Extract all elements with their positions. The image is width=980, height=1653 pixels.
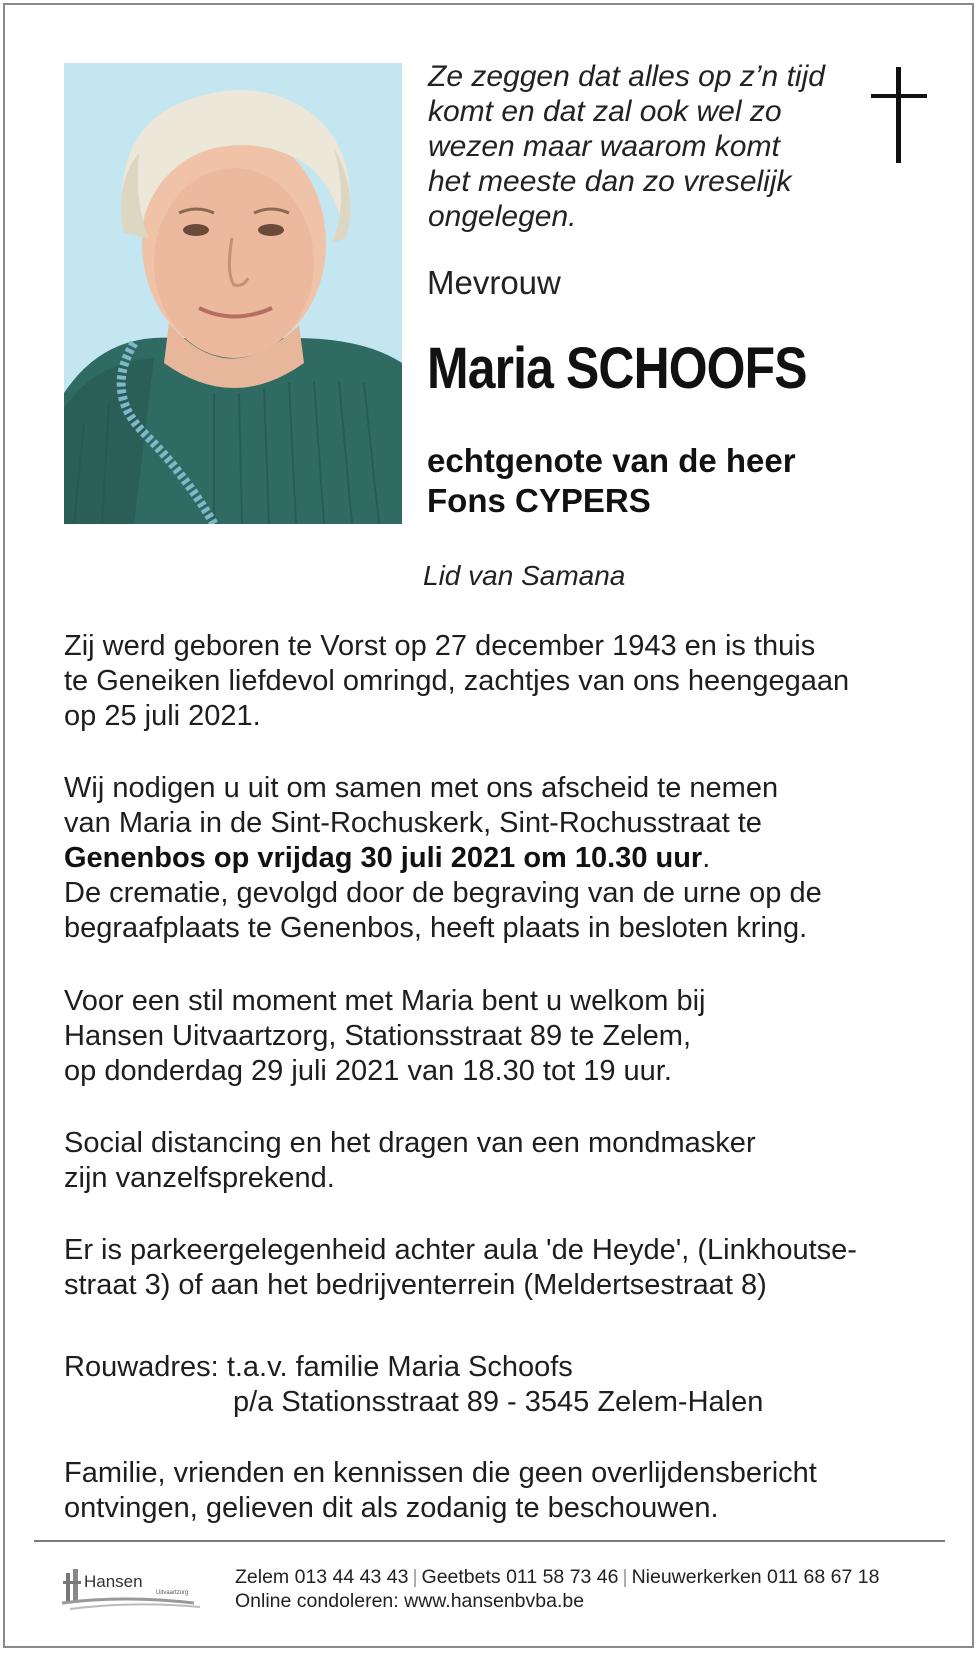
text-line: Wij nodigen u uit om samen met ons afscheid te nemen bbox=[64, 772, 779, 804]
text-fragment: . bbox=[702, 842, 711, 874]
text-line: te Geneiken liefdevol omringd, zachtjes van ons heengegaan bbox=[64, 665, 850, 697]
text-line: zijn vanzelfsprekend. bbox=[64, 1162, 335, 1194]
portrait-photo bbox=[64, 63, 402, 524]
funeral-home-logo-graphic bbox=[62, 1565, 202, 1613]
text-line: op 25 juli 2021. bbox=[64, 700, 261, 732]
text-line: Hansen Uitvaartzorg, Stationsstraat 89 te Zelem, bbox=[64, 1020, 692, 1052]
funeral-paragraph bbox=[64, 771, 944, 946]
text-line: begraafplaats te Genenbos, heeft plaats in besloten kring. bbox=[64, 912, 808, 944]
distancing-paragraph bbox=[64, 1126, 944, 1196]
address-line: t.a.v. familie Maria Schoofs bbox=[226, 1351, 573, 1383]
spouse-line: Fons CYPERS bbox=[427, 482, 651, 519]
text-line: De crematie, gevolgd door de begraving van de urne op de bbox=[64, 877, 822, 909]
text-line: op donderdag 29 juli 2021 van 18.30 tot 19 uur. bbox=[64, 1055, 672, 1087]
phone-nieuwerkerken: Nieuwerkerken 011 68 67 18 bbox=[631, 1566, 880, 1588]
logo-name: Hansen bbox=[84, 1572, 143, 1591]
text-line: Familie, vrienden en kennissen die geen overlijdensbericht bbox=[64, 1457, 817, 1489]
birth-death-paragraph bbox=[64, 629, 944, 734]
cross-icon bbox=[871, 67, 927, 163]
poem-line: ongelegen. bbox=[428, 200, 577, 233]
phone-geetbets: Geetbets 011 58 73 46 bbox=[421, 1566, 619, 1588]
text-line: p/a Stationsstraat 89 - 3545 Zelem-Halen bbox=[233, 1386, 764, 1418]
spouse-info bbox=[427, 441, 796, 521]
visitation-paragraph bbox=[64, 984, 944, 1089]
text-line bbox=[64, 841, 944, 876]
poem bbox=[428, 59, 848, 234]
text-line: Social distancing en het dragen van een mondmasker bbox=[64, 1127, 756, 1159]
text-line: Er is parkeergelegenheid achter aula 'de Heyde', (Linkhoutse- bbox=[64, 1234, 857, 1266]
parking-paragraph bbox=[64, 1233, 944, 1303]
deceased-name: Maria SCHOOFS bbox=[427, 336, 807, 401]
poem-line: het meeste dan zo vreselijk bbox=[428, 165, 792, 198]
salutation: Mevrouw bbox=[427, 264, 561, 301]
phone-line bbox=[235, 1565, 879, 1589]
text-line: Zij werd geboren te Vorst op 27 december 1943 en is thuis bbox=[64, 630, 816, 662]
membership-note: Lid van Samana bbox=[423, 560, 626, 591]
mourning-address bbox=[64, 1350, 944, 1420]
text-line bbox=[64, 1350, 944, 1385]
footer-contact bbox=[235, 1565, 879, 1613]
text-line: van Maria in de Sint-Rochuskerk, Sint-Rochusstraat te bbox=[64, 807, 762, 839]
closing-paragraph bbox=[64, 1456, 944, 1526]
logo-subtitle: Uitvaartzorg bbox=[156, 1590, 189, 1596]
phone-zelem: Zelem 013 44 43 43 bbox=[235, 1566, 409, 1588]
footer-divider bbox=[34, 1540, 945, 1542]
text-line: straat 3) of aan het bedrijventerrein (Meldertsestraat 8) bbox=[64, 1269, 767, 1301]
text-line: Voor een stil moment met Maria bent u welkom bij bbox=[64, 985, 706, 1017]
separator: | bbox=[412, 1566, 418, 1588]
portrait-illustration bbox=[64, 63, 402, 524]
online-condolence-link[interactable]: Online condoleren: www.hansenbvba.be bbox=[235, 1590, 585, 1612]
funeral-date-bold: Genenbos op vrijdag 30 juli 2021 om 10.30 uur bbox=[64, 842, 703, 874]
separator: | bbox=[622, 1566, 628, 1588]
spouse-line: echtgenote van de heer bbox=[427, 442, 796, 479]
address-label: Rouwadres: bbox=[64, 1351, 219, 1383]
text-line: ontvingen, gelieven dit als zodanig te beschouwen. bbox=[64, 1492, 719, 1524]
funeral-home-logo bbox=[62, 1565, 202, 1613]
obituary-card bbox=[3, 3, 974, 1648]
poem-line: Ze zeggen dat alles op z’n tijd bbox=[428, 60, 825, 93]
poem-line: komt en dat zal ook wel zo bbox=[428, 95, 782, 128]
poem-line: wezen maar waarom komt bbox=[428, 130, 780, 163]
